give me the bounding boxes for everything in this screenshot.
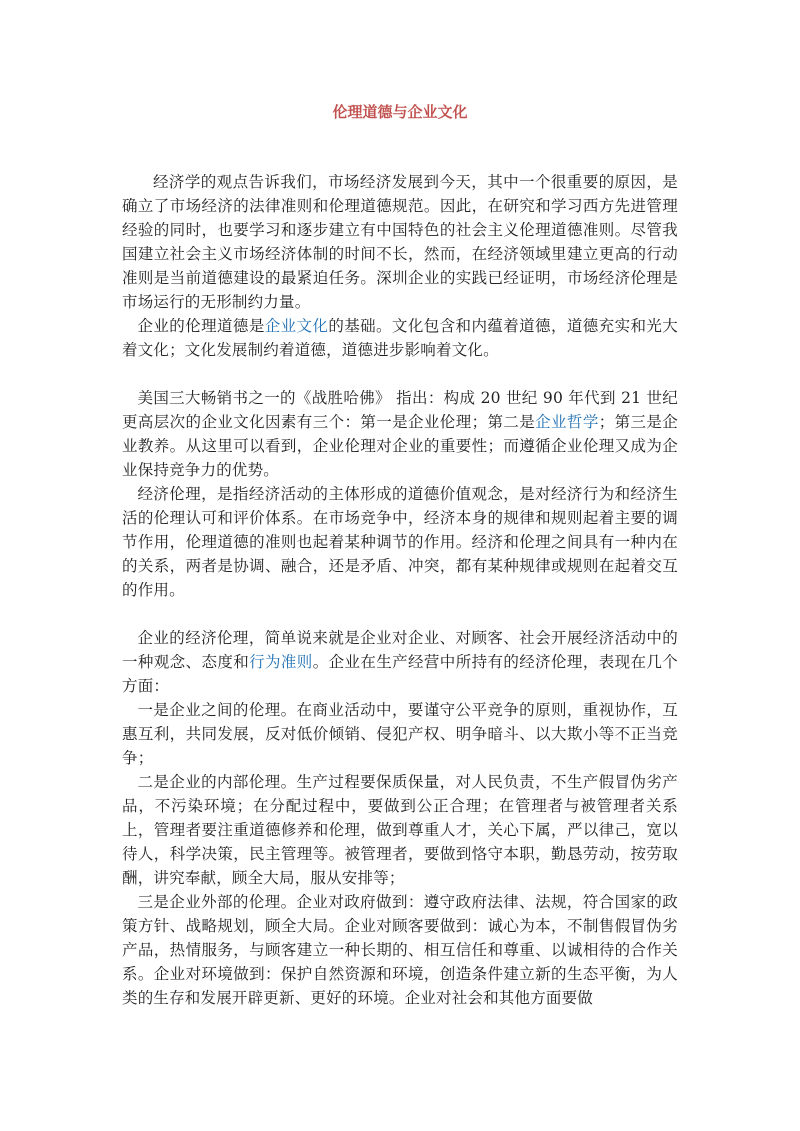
link-corporate-philosophy[interactable]: 企业哲学 <box>535 413 599 431</box>
link-code-of-conduct[interactable]: 行为准则 <box>249 653 313 671</box>
paragraph-spacer <box>122 602 678 626</box>
paragraph-2-text-end: 的基础。文化包含和内蕴着道德，道德充实和光大着文化；文化发展制约着道德，道德进步影响着文化。 <box>122 317 678 359</box>
paragraph-2 <box>122 314 678 362</box>
paragraph-8: 三是企业外部的伦理。企业对政府做到：遵守政府法律、法规，符合国家的政策方针、战略规划，顾全大局。企业对顾客要做到：诚心为本，不制售假冒伪劣产品，热情服务，与顾客建立一种长期的、相互信任和尊重、以诚相待的合作关系。企业对环境做到：保护自然资源和环境，创造条件建立新的生态平衡，为人类的生存和发展开辟更新、更好的环境。企业对社会和其他方面要做 <box>122 893 678 1007</box>
paragraph-2-text-start: 企业的伦理道德是 <box>137 317 265 335</box>
link-corporate-culture[interactable]: 企业文化 <box>264 317 329 335</box>
paragraph-6: 一是企业之间的伦理。在商业活动中，要谨守公平竞争的原则，重视协作，互惠互利，共同发展，反对低价倾销、侵犯产权、明争暗斗、以大欺小等不正当竞争； <box>122 701 678 767</box>
paragraph-5-text-start: 企业的经济伦理，简单说来就是企业对企业、对顾客、社会开展经济活动中的一种观念、态度和 <box>122 629 678 671</box>
paragraph-5-text-end: 。企业在生产经营中所持有的经济伦理，表现在几个方面： <box>122 653 678 695</box>
paragraph-3-text-start: 美国三大畅销书之一的《战胜哈佛》 指出：构成 20 世纪 90 年代到 21 世纪更高层次的企业文化因素有三个：第一是企业伦理；第二是 <box>122 389 678 431</box>
paragraph-spacer <box>122 362 678 386</box>
paragraph-5 <box>122 626 678 698</box>
article-body <box>122 170 678 1010</box>
paragraph-1: 经济学的观点告诉我们，市场经济发展到今天，其中一个很重要的原因，是确立了市场经济的法律准则和伦理道德规范。因此，在研究和学习西方先进管理经验的同时，也要学习和逐步建立有中国特色的社会主义伦理道德准则。尽管我国建立社会主义市场经济体制的时间不长，然而，在经济领域里建立更高的行动准则是当前道德建设的最紧迫任务。深圳企业的实践已经证明，市场经济伦理是市场运行的无形制约力量。 <box>122 173 678 311</box>
paragraph-3 <box>122 386 678 482</box>
paragraph-7: 二是企业的内部伦理。生产过程要保质保量，对人民负责，不生产假冒伪劣产品，不污染环境；在分配过程中，要做到公正合理；在管理者与被管理者关系上，管理者要注重道德修养和伦理，做到尊重人才，关心下属，严以律己，宽以待人，科学决策，民主管理等。被管理者，要做到恪守本职，勤恳劳动，按劳取酬，讲究奉献，顾全大局，服从安排等； <box>122 773 678 887</box>
document-page <box>122 0 678 1131</box>
paragraph-4: 经济伦理，是指经济活动的主体形成的道德价值观念，是对经济行为和经济生活的伦理认可和评价体系。在市场竞争中，经济本身的规律和规则起着主要的调节作用，伦理道德的准则也起着某种调节的作用。经济和伦理之间具有一种内在的关系，两者是协调、融合，还是矛盾、冲突，都有某种规律或规则在起着交互的作用。 <box>122 485 678 599</box>
paragraph-3-text-end: ；第三是企业教养。从这里可以看到，企业伦理对企业的重要性；而遵循企业伦理又成为企业保持竞争力的优势。 <box>122 413 678 479</box>
page-title: 伦理道德与企业文化 <box>332 103 468 121</box>
